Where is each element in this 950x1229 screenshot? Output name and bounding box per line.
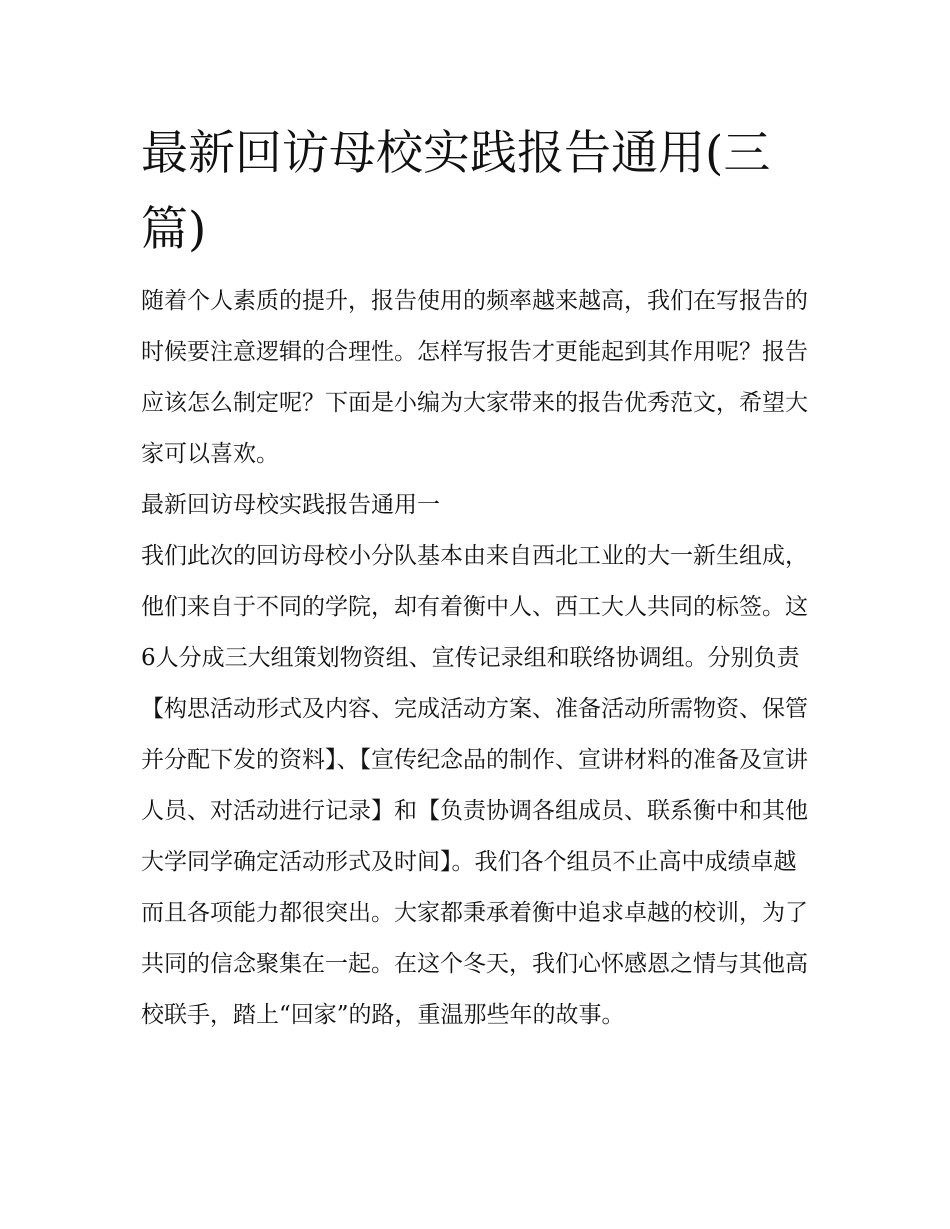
intro-paragraph: 随着个人素质的提升，报告使用的频率越来越高，我们在写报告的时候要注意逻辑的合理性。怎样写报告才更能起到其作用呢？报告应该怎么制定呢？下面是小编为大家带来的报告优秀范文，希望大家可以喜欢。: [141, 288, 808, 467]
document-title: 最新回访母校实践报告通用(三篇): [141, 126, 771, 257]
document-body: [141, 276, 814, 1041]
section-heading: 最新回访母校实践报告通用一: [141, 492, 440, 518]
body-paragraph: 我们此次的回访母校小分队基本由来自西北工业的大一新生组成，他们来自于不同的学院，却有着衡中人、西工大人共同的标签。这6人分成三大组策划物资组、宣传记录组和联络协调组。分别负责【构思活动形式及内容、完成活动方案、准备活动所需物资、保管并分配下发的资料】、【宣传纪念品的制作、宣讲材料的准备及宣讲人员、对活动进行记录】和【负责协调各组成员、联系衡中和其他大学同学确定活动形式及时间】。我们各个组员不止高中成绩卓越而且各项能力都很突出。大家都秉承着衡中追求卓越的校训，为了共同的信念聚集在一起。在这个冬天，我们心怀感恩之情与其他高校联手，踏上“回家”的路，重温那些年的故事。: [141, 543, 808, 1028]
